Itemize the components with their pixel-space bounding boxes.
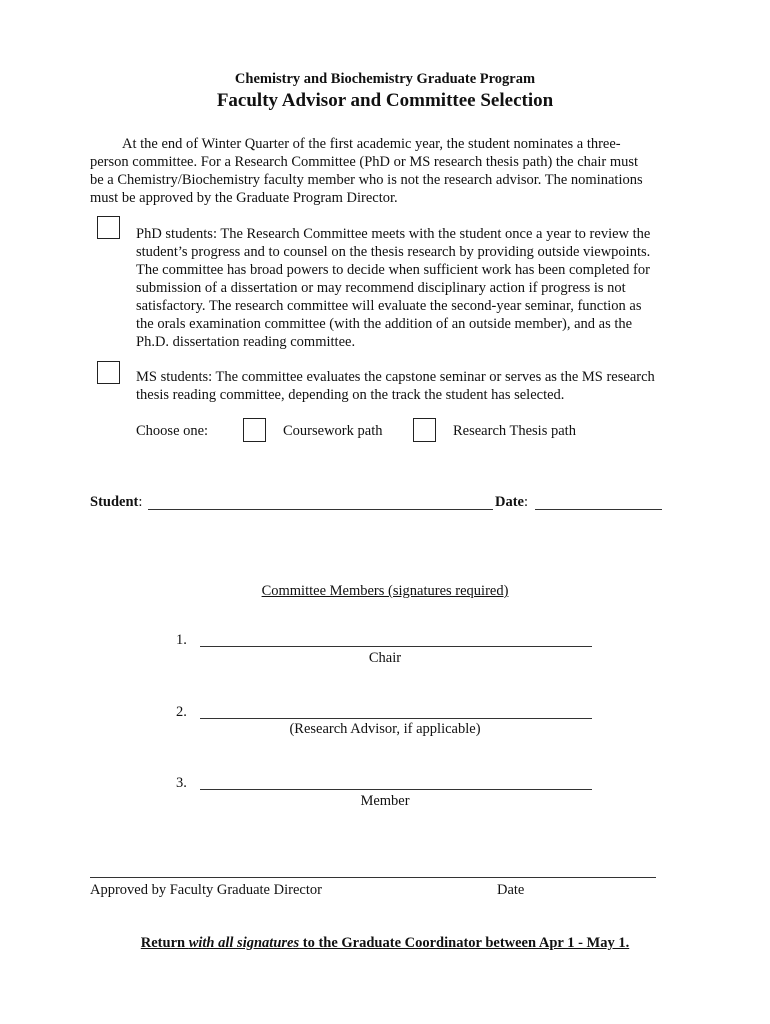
- coursework-path-checkbox[interactable]: [243, 418, 266, 442]
- student-colon: :: [138, 494, 143, 510]
- intro-line: must be approved by the Graduate Program Director.: [90, 190, 398, 206]
- return-instructions: [0, 934, 770, 952]
- research-thesis-path-label: Research Thesis path: [453, 423, 576, 439]
- ms-line: MS students: The committee evaluates the capstone seminar or serves as the MS research: [136, 369, 655, 385]
- member-caption: Member: [360, 793, 410, 809]
- phd-line: PhD students: The Research Committee meets with the student once a year to review the: [136, 226, 651, 242]
- ms-checkbox[interactable]: [97, 361, 120, 384]
- choose-one-label: Choose one:: [136, 423, 209, 439]
- approval-signature-line[interactable]: [90, 877, 656, 878]
- research-advisor-caption: (Research Advisor, if applicable): [289, 721, 481, 737]
- approval-label: Approved by Faculty Graduate Director: [90, 882, 322, 898]
- intro-line: person committee. For a Research Committee (PhD or MS research thesis path) the chair must: [90, 154, 639, 170]
- member-number: 1.: [176, 632, 187, 648]
- research-thesis-path-checkbox[interactable]: [413, 418, 436, 442]
- date-label-group: [495, 493, 528, 511]
- phd-line: submission of a dissertation or may recommend disciplinary action if progress is not: [136, 280, 626, 296]
- member-number: 2.: [176, 704, 187, 720]
- date-label: Date: [495, 494, 524, 510]
- member-number: 3.: [176, 775, 187, 791]
- phd-line: student’s progress and to counsel on the thesis research by providing outside viewpoints.: [136, 244, 651, 260]
- chair-caption: Chair: [368, 650, 402, 666]
- return-text: [141, 935, 629, 951]
- committee-heading: [0, 582, 770, 600]
- student-name-field[interactable]: [148, 509, 493, 510]
- phd-checkbox[interactable]: [97, 216, 120, 239]
- chair-signature-line[interactable]: [200, 646, 592, 647]
- research-advisor-signature-line[interactable]: [200, 718, 592, 719]
- student-label-group: [90, 493, 142, 511]
- phd-line: The committee has broad powers to decide when sufficient work has been completed for: [136, 262, 650, 278]
- intro-line: be a Chemistry/Biochemistry faculty member who is not the research advisor. The nominations: [90, 172, 643, 188]
- ms-line: thesis reading committee, depending on the track the student has selected.: [136, 387, 565, 403]
- return-emphasis: with all signatures: [188, 935, 300, 951]
- intro-line: At the end of Winter Quarter of the first academic year, the student nominates a three-: [122, 136, 621, 152]
- member-signature-line[interactable]: [200, 789, 592, 790]
- phd-line: satisfactory. The research committee will evaluate the second-year seminar, function as: [136, 298, 642, 314]
- student-date-field[interactable]: [535, 509, 662, 510]
- page-title: Faculty Advisor and Committee Selection: [216, 90, 554, 111]
- phd-line: the orals examination committee (with the addition of an outside member), and as the: [136, 316, 633, 332]
- committee-heading-text: Committee Members (signatures required): [261, 583, 509, 599]
- approval-date-label: Date: [497, 882, 525, 898]
- date-colon: :: [524, 494, 529, 510]
- phd-line: Ph.D. dissertation reading committee.: [136, 334, 356, 350]
- coursework-path-label: Coursework path: [283, 423, 383, 439]
- return-pre: Return: [140, 935, 189, 951]
- student-label: Student: [90, 494, 139, 510]
- return-post: to the Graduate Coordinator between Apr 1 - May 1.: [299, 935, 630, 951]
- program-name: Chemistry and Biochemistry Graduate Program: [234, 71, 536, 87]
